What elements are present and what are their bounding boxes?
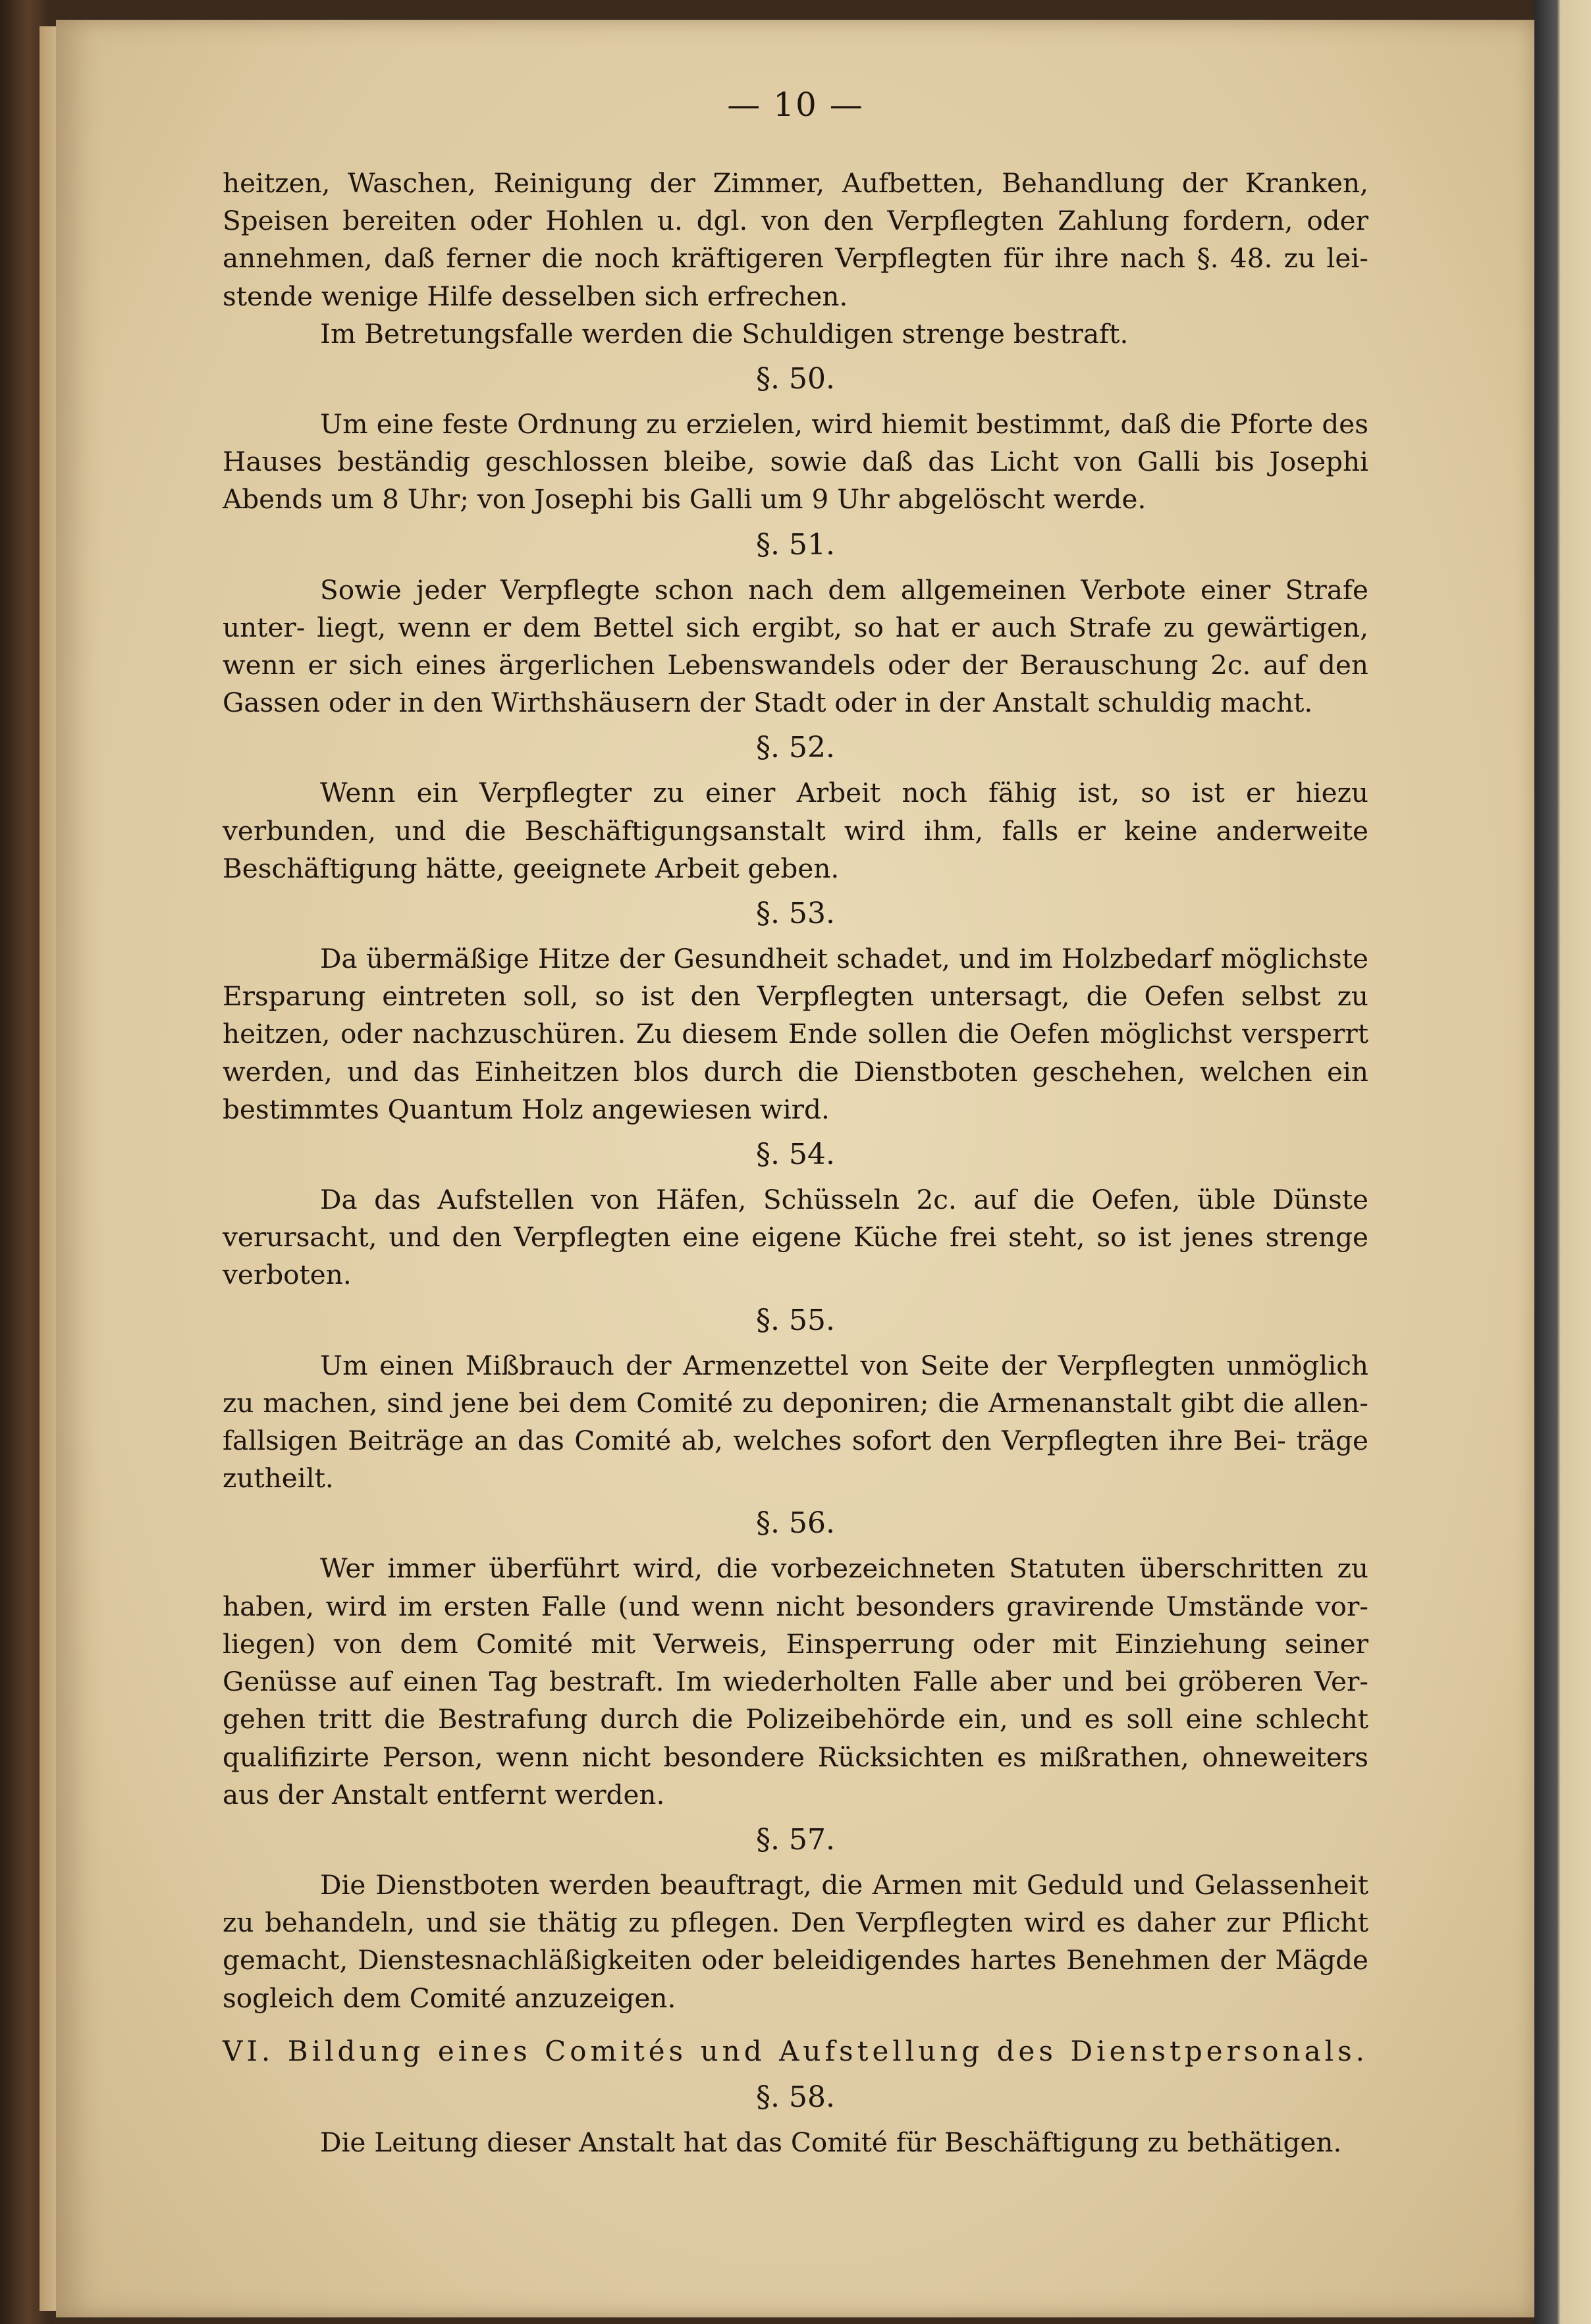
section-heading-52: §. 52.	[756, 731, 835, 765]
section-heading-55: §. 55.	[756, 1303, 835, 1337]
section-heading-57: §. 57.	[756, 1822, 835, 1857]
paragraph-49-continued: heitzen, Waschen, Reinigung der Zimmer, Aufbetten, Behandlung der Kranken, Speisen bereiten oder Hohlen u. dgl. von den Verpflegten Zahlung fordern, oder annehmen, daß ferner die noch kräftigeren Verpflegten für ihre nach §. 48. zu lei- stende wenige Hilfe desselben sich erfrechen.	[223, 167, 1368, 312]
paragraph-50: Um eine feste Ordnung zu erzielen, wird hiemit bestimmt, daß die Pforte des Hauses beständig geschlossen bleibe, sowie daß das Licht von Galli bis Josephi Abends um 8 Uhr; von Josephi bis Galli um 9 Uhr abgelöscht werde.	[223, 408, 1368, 515]
section-heading-58: §. 58.	[756, 2080, 835, 2114]
page-content	[223, 86, 1368, 2161]
section-heading-54: §. 54.	[756, 1138, 835, 1172]
chapter-heading-vi: VI. Bildung eines Comités und Aufstellung des Dienstpersonals.	[223, 2034, 1368, 2067]
paragraph-54: Da das Aufstellen von Häfen, Schüsseln 2c. auf die Oefen, üble Dünste verursacht, und den Verpflegten eine eigene Küche frei steht, so ist jenes strenge verboten.	[223, 1184, 1368, 1291]
section-heading-50: §. 50.	[756, 362, 835, 396]
section-heading-51: §. 51.	[756, 527, 835, 562]
paragraph-58: Die Leitung dieser Anstalt hat das Comité für Beschäftigung zu bethätigen.	[320, 2126, 1342, 2158]
paragraph-51: Sowie jeder Verpflegte schon nach dem allgemeinen Verbote einer Strafe unter- liegt, wenn er dem Bettel sich ergibt, so hat er auch Strafe zu gewärtigen, wenn er sich eines ärgerlichen Lebenswandels oder der Berauschung 2c. auf den Gassen oder in den Wirthshäusern der Stadt oder in der Anstalt schuldig macht.	[223, 573, 1368, 719]
page-number: — 10 —	[727, 86, 864, 124]
section-heading-53: §. 53.	[756, 897, 835, 931]
paragraph-49-end: Im Betretungsfalle werden die Schuldigen strenge bestraft.	[320, 317, 1129, 350]
paragraph-53: Da übermäßige Hitze der Gesundheit schadet, und im Holzbedarf möglichste Ersparung eintreten soll, so ist den Verpflegten untersagt, die Oefen selbst zu heitzen, oder nachzuschüren. Zu diesem Ende sollen die Oefen möglichst versperrt werden, und das Einheitzen blos durch die Dienstboten geschehen, welchen ein bestimmtes Quantum Holz angewiesen wird.	[223, 943, 1368, 1125]
paragraph-52: Wenn ein Verpflegter zu einer Arbeit noch fähig ist, so ist er hiezu verbunden, und die Beschäftigungsanstalt wird ihm, falls er keine anderweite Beschäftigung hätte, geeignete Arbeit geben.	[223, 777, 1368, 884]
paragraph-56: Wer immer überführt wird, die vorbezeichneten Statuten überschritten zu haben, wird im ersten Falle (und wenn nicht besonders gravirende Umstände vor- liegen) von dem Comité mit Verweis, Einsperrung oder mit Einziehung seiner Genüsse auf einen Tag bestraft. Im wiederholten Falle aber und bei gröberen Ver- gehen tritt die Bestrafung durch die Polizeibehörde ein, und es soll eine schlecht qualifizirte Person, wenn nicht besondere Rücksichten es mißrathen, ohneweiters aus der Anstalt entfernt werden.	[223, 1552, 1368, 1810]
paragraph-57: Die Dienstboten werden beauftragt, die Armen mit Geduld und Gelassenheit zu behandeln, und sie thätig zu pflegen. Den Verpflegten wird es daher zur Pflicht gemacht, Dienstesnachläßigkeiten oder beleidigendes hartes Benehmen der Mägde sogleich dem Comité anzuzeigen.	[223, 1868, 1368, 2014]
adjacent-page	[1534, 0, 1591, 2324]
paragraph-55: Um einen Mißbrauch der Armenzettel von Seite der Verpflegten unmöglich zu machen, sind jene bei dem Comité zu deponiren; die Armenanstalt gibt die allen- fallsigen Beiträge an das Comité ab, welches sofort den Verpflegten ihre Bei- träge zutheilt.	[223, 1349, 1368, 1494]
section-heading-56: §. 56.	[756, 1506, 835, 1541]
